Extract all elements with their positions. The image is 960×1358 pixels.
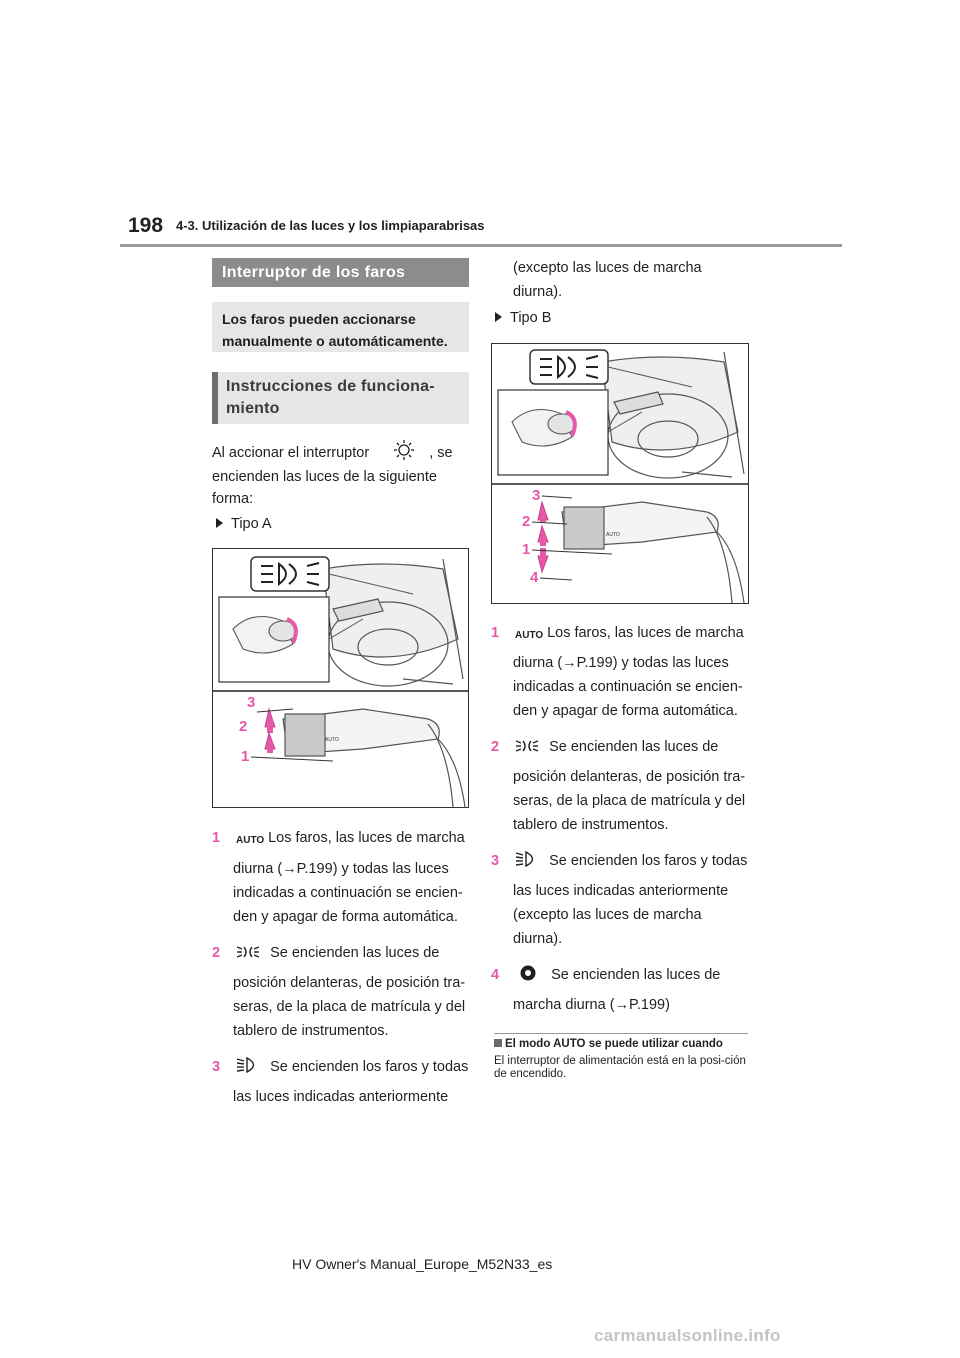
position-lights-icon	[236, 944, 260, 968]
continued-line-1: (excepto las luces de marcha	[513, 260, 702, 276]
summary-box: Los faros pueden accionarse manualmente o automáticamente.	[212, 302, 469, 352]
bullet-icon	[495, 312, 502, 322]
left-item-2-line-2: posición delanteras, de posición tra-	[233, 975, 466, 991]
figure-b-label-3: 3	[532, 487, 541, 504]
item-number: 2	[212, 945, 221, 961]
figure-a-label-3: 3	[247, 694, 256, 711]
left-item-2-line-1: 2 Se encienden las luces de	[212, 941, 439, 968]
type-b-label	[495, 306, 551, 330]
subheading: Instrucciones de funciona-miento	[212, 372, 469, 424]
left-item-3-line-1: 3 Se encienden los faros y todas	[212, 1055, 468, 1082]
headlights-icon	[515, 850, 539, 876]
figure-a-label-2: 2	[239, 718, 248, 735]
page-number: 198	[128, 214, 164, 237]
right-item-3-line-1: 3 Se encienden los faros y todas	[491, 849, 747, 876]
right-item-2-line-2: posición delanteras, de posición tra-	[513, 769, 746, 785]
right-item-4-line-1: 4 Se encienden las luces de	[491, 963, 720, 990]
headlights-icon	[236, 1056, 260, 1082]
right-item-3-line-4: diurna).	[513, 931, 563, 947]
bullet-icon	[216, 518, 223, 528]
left-item-2-line-4: tablero de instrumentos.	[233, 1023, 389, 1039]
figure-type-b	[491, 343, 749, 604]
item-number: 4	[491, 967, 500, 983]
intro-text-b: , se	[429, 445, 453, 461]
figure-type-a	[212, 548, 469, 808]
item-number: 3	[491, 853, 500, 869]
left-item-1-line-2: diurna (→P.199) y todas las luces	[233, 861, 449, 877]
item-number: 2	[491, 739, 500, 755]
right-item-1-line-3: indicadas a continuación se encien-	[513, 679, 743, 695]
auto-marking: AUTO	[325, 737, 339, 743]
type-a-text: Tipo A	[231, 516, 272, 532]
section-heading: Interruptor de los faros	[212, 258, 469, 287]
left-item-1-line-3: indicadas a continuación se encien-	[233, 885, 463, 901]
auto-icon	[515, 624, 544, 648]
left-item-2-line-3: seras, de la placa de matrícula y del	[233, 999, 466, 1015]
header-rule	[120, 244, 842, 247]
intro-line-3: forma:	[212, 491, 254, 507]
left-item-1-line-4: den y apagar de forma automática.	[233, 909, 458, 925]
item-number: 3	[212, 1059, 221, 1075]
intro-line-1	[212, 440, 453, 468]
note-divider	[494, 1033, 748, 1034]
intro-line-2: encienden las luces de la siguiente	[212, 469, 437, 485]
type-b-text: Tipo B	[510, 310, 552, 326]
intro-text-a: Al accionar el interruptor	[212, 445, 370, 461]
auto-marking: AUTO	[606, 532, 620, 538]
right-item-2-line-4: tablero de instrumentos.	[513, 817, 669, 833]
right-item-2-line-3: seras, de la placa de matrícula y del	[513, 793, 746, 809]
type-a-label	[216, 512, 272, 536]
auto-icon	[236, 829, 265, 853]
daytime-lights-icon	[519, 964, 537, 990]
continued-line-2: diurna).	[513, 284, 563, 300]
figure-b-label-1: 1	[522, 541, 531, 558]
figure-a-label-1: 1	[241, 748, 250, 765]
figure-b-illustration	[492, 344, 748, 603]
right-item-2-line-1: 2 Se encienden las luces de	[491, 735, 718, 762]
item-number: 1	[212, 830, 221, 846]
figure-b-label-2: 2	[522, 513, 531, 530]
right-item-4-line-2: marcha diurna (→P.199)	[513, 997, 670, 1013]
footer-text: HV Owner's Manual_Europe_M52N33_es	[292, 1256, 553, 1272]
square-bullet-icon	[494, 1039, 502, 1047]
figure-a-illustration	[213, 549, 468, 807]
svg-text:AUTO: AUTO	[236, 835, 265, 846]
right-item-1-line-2: diurna (→P.199) y todas las luces	[513, 655, 729, 671]
right-item-3-line-3: (excepto las luces de marcha	[513, 907, 702, 923]
svg-text:AUTO: AUTO	[515, 630, 544, 641]
right-item-3-line-2: las luces indicadas anteriormente	[513, 883, 729, 899]
right-item-1-line-1: 1 AUTO Los faros, las luces de marcha	[491, 621, 744, 648]
item-number: 1	[491, 625, 500, 641]
note-text: El interruptor de alimentación está en la posi-ción de encendido.	[494, 1055, 746, 1080]
figure-b-label-4: 4	[530, 569, 539, 586]
note-title: El modo AUTO se puede utilizar cuando	[494, 1038, 723, 1050]
left-item-3-line-2: las luces indicadas anteriormente	[233, 1089, 449, 1105]
right-item-1-line-4: den y apagar de forma automática.	[513, 703, 738, 719]
watermark: carmanualsonline.info	[594, 1326, 781, 1345]
section-title: 4-3. Utilización de las luces y los limpiaparabrisas	[176, 218, 485, 233]
position-lights-icon	[515, 738, 539, 762]
light-switch-icon	[391, 440, 417, 468]
left-item-1-line-1: 1 AUTO Los faros, las luces de marcha	[212, 826, 465, 853]
